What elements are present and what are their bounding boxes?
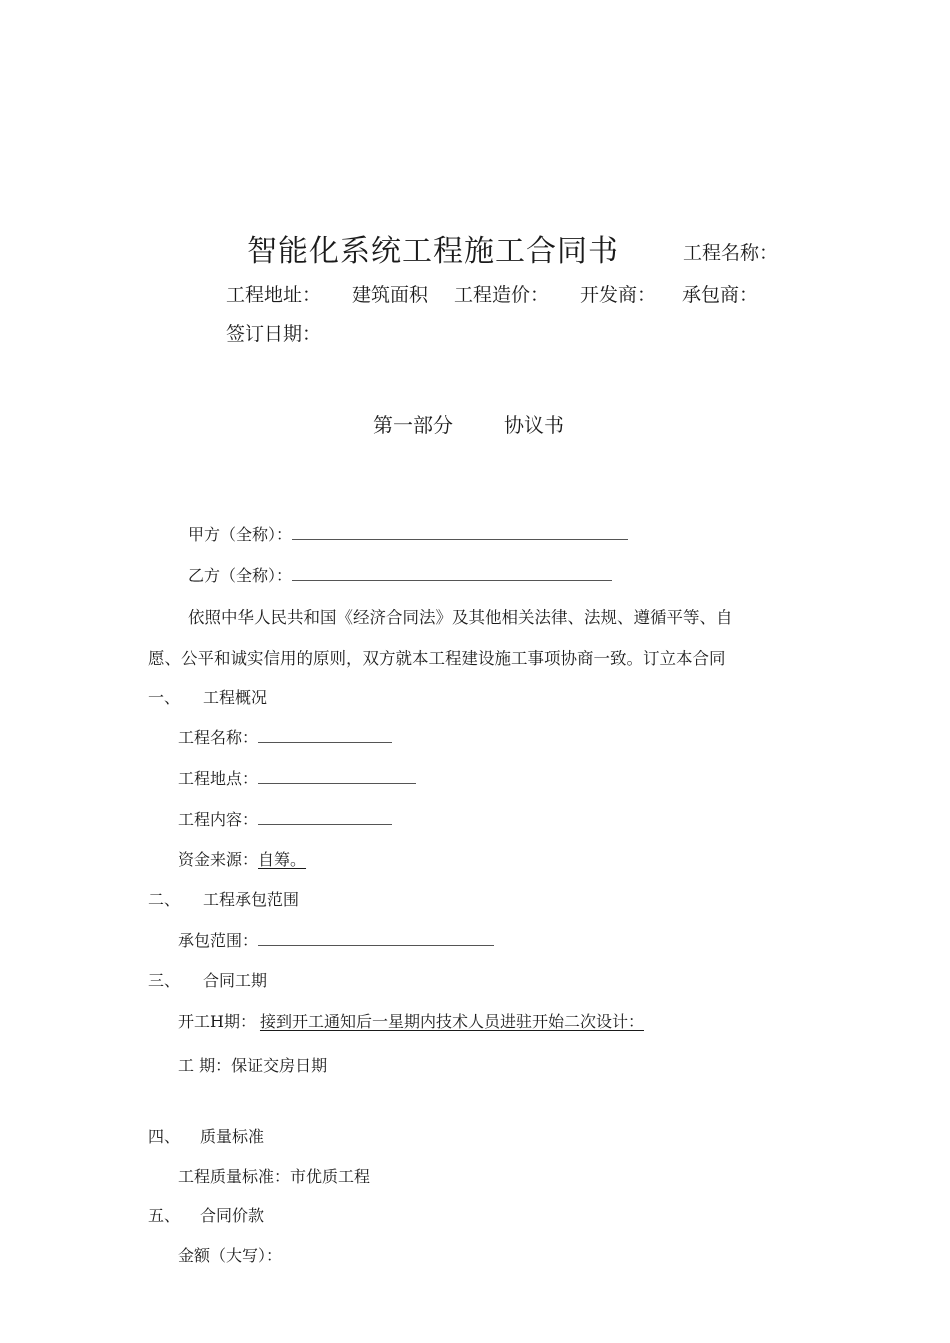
part-heading-name: 协议书 — [504, 413, 564, 437]
contractor-label: 承包商： — [682, 284, 759, 306]
project-address-label: 工程地址： — [226, 284, 322, 306]
party-b-line — [188, 563, 612, 586]
s2-scope-label: 承包范围： — [178, 931, 259, 950]
s5-amount-label: 金额（大写）： — [178, 1246, 283, 1265]
s1-name-line — [178, 725, 392, 748]
building-area-label: 建筑面积 — [352, 284, 429, 306]
s1-name-blank[interactable] — [258, 728, 392, 743]
s3-start-value: 接到开工通知后一星期内技术人员进驻开始二次设计： — [259, 1012, 644, 1031]
s1-funding-line — [178, 847, 306, 870]
party-a-line — [188, 522, 628, 545]
intro-line-1: 依照中华人民共和国《经济合同法》及其他相关法律、法规、遵循平等、自 — [188, 608, 733, 627]
s1-content-blank[interactable] — [258, 810, 392, 825]
s4-quality-value: 市优质工程 — [290, 1167, 371, 1186]
section-5-number: 五、 — [148, 1206, 181, 1225]
party-a-blank[interactable] — [292, 525, 628, 540]
section-2-title: 工程承包范围 — [203, 890, 300, 909]
section-1-title: 工程概况 — [203, 688, 268, 707]
section-5-title: 合同价款 — [200, 1206, 265, 1225]
party-b-blank[interactable] — [292, 566, 612, 581]
s1-name-label: 工程名称： — [178, 728, 259, 747]
s2-scope-blank[interactable] — [258, 931, 494, 946]
s4-quality-label: 工程质量标准： — [178, 1167, 291, 1186]
signing-date-label: 签订日期： — [226, 323, 322, 345]
s3-period-line — [178, 1053, 327, 1076]
project-name-label: 工程名称： — [683, 242, 779, 264]
contract-title: 智能化系统工程施工合同书 — [247, 234, 619, 269]
section-3-number: 三、 — [148, 971, 181, 990]
s1-funding-label: 资金来源： — [178, 850, 259, 869]
section-4-title: 质量标准 — [200, 1127, 265, 1146]
part-heading: 第一部分 — [373, 413, 453, 437]
section-2-number: 二、 — [148, 890, 181, 909]
s4-quality-line — [178, 1164, 370, 1187]
section-3-title: 合同工期 — [203, 971, 268, 990]
s1-funding-value: 自筹。 — [258, 850, 307, 869]
s3-period-value: 保证交房日期 — [231, 1056, 328, 1075]
intro-line-2: 愿、公平和诚实信用的原则，双方就本工程建设施工事项协商一致。订立本合同 — [148, 649, 726, 668]
developer-label: 开发商： — [580, 284, 657, 306]
party-b-label: 乙方（全称）： — [188, 566, 293, 585]
s1-location-label: 工程地点： — [178, 769, 259, 788]
section-1-number: 一、 — [148, 688, 181, 707]
s3-period-label: 工 期： — [178, 1056, 232, 1075]
s2-scope-line — [178, 928, 494, 951]
s3-start-line — [178, 1009, 644, 1032]
s1-location-line — [178, 766, 416, 789]
project-cost-label: 工程造价： — [454, 284, 550, 306]
s1-content-label: 工程内容： — [178, 810, 259, 829]
party-a-label: 甲方（全称）： — [188, 525, 293, 544]
s1-location-blank[interactable] — [258, 769, 416, 784]
s3-start-label: 开工H期： — [178, 1012, 256, 1031]
s1-content-line — [178, 807, 392, 830]
section-4-number: 四、 — [148, 1127, 181, 1146]
